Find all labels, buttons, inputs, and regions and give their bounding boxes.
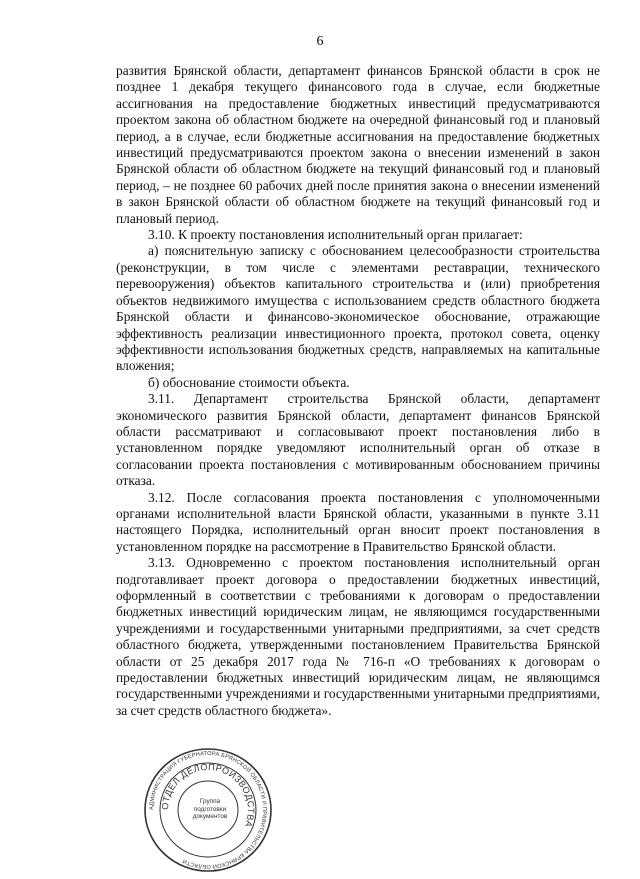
paragraph-3-10: 3.10. К проекту постановления исполнительный орган прилагает: <box>148 227 523 243</box>
paragraph-3-10-b: б) обоснование стоимости объекта. <box>148 374 350 390</box>
paragraph-continuation: развития Брянской области, департамент финансов Брянской области в срок не позднее 1 декабря текущего финансового года в случае, если бюджетные ассигнования на предоставление бюджетных инвестиций предусматриваются проектом закона об областном бюджете на очередной финансовый год и плановый период, а в случае, если бюджетные ассигнования на предоставление бюджетных инвестиций предусматриваются проектом закона о внесении изменений в закон Брянской области об областном бюджете на текущий финансовый год и плановый период, – не позднее 60 рабочих дней после принятия закона о внесении изменений в закон Брянской области об областном бюджете на текущий финансовый год и плановый период. <box>116 63 600 226</box>
paragraph-3-11: 3.11. Департамент строительства Брянской области, департамент экономического развития Брянской области, департамент финансов Брянской области рассматривают и согласовывают проект постановления либо в установленном порядке уведомляют исполнительный орган об отказе в согласовании проекта постановления с мотивированным обоснованием причины отказа. <box>116 391 600 489</box>
document-body <box>116 63 600 719</box>
page-number: 6 <box>316 34 324 49</box>
paragraph-3-12: 3.12. После согласования проекта постановления с уполномоченными органами исполнительной власти Брянской области, указанными в пункте 3.11 настоящего Порядка, исполнительный орган вносит проект постановления в установленном порядке на рассмотрение в Правительство Брянской области. <box>116 489 600 554</box>
paragraph-3-13: 3.13. Одновременно с проектом постановления исполнительный орган подготавливает проект договора о предоставлении бюджетных инвестиций, оформленный в соответствии с требованиями к договорам о предоставлении бюджетных инвестиций юридическим лицам, не являющимся государственными учреждениями и государственными унитарными предприятиями, за счет средств областного бюджета, утвержденными постановлением Правительства Брянской области от 25 декабря 2017 года № 716-п «О требованиях к договорам о предоставлении бюджетных инвестиций юридическим лицам, не являющимся государственными учреждениями и государственными унитарными предприятиями, за счет средств областного бюджета». <box>116 555 600 718</box>
stamp-middle-text: ОТДЕЛ ДЕЛОПРОИЗВОДСТВА <box>159 761 257 829</box>
office-stamp <box>140 746 276 874</box>
paragraph-3-10-a: а) пояснительную записку с обоснованием целесообразности строительства (реконструкции, в том числе с элементами реставрации, технического перевооружения) объектов капитального строительства и (или) приобретения объектов недвижимого имущества с использованием средств областного бюджета Брянской области и финансово-экономическое обоснование, отражающие эффективность реализации инвестиционного проекта, протокол совета, оценку эффективности использования бюджетных средств, направляемых на капитальные вложения; <box>116 243 600 374</box>
stamp-outer-text: АДМИНИСТРАЦИЯ ГУБЕРНАТОРА БРЯНСКОЙ ОБЛАСТИ И ПРАВИТЕЛЬСТВА БРЯНСКОЙ ОБЛАСТИ <box>148 750 268 870</box>
stamp-center-text: Группа подготовки документов <box>192 798 228 820</box>
